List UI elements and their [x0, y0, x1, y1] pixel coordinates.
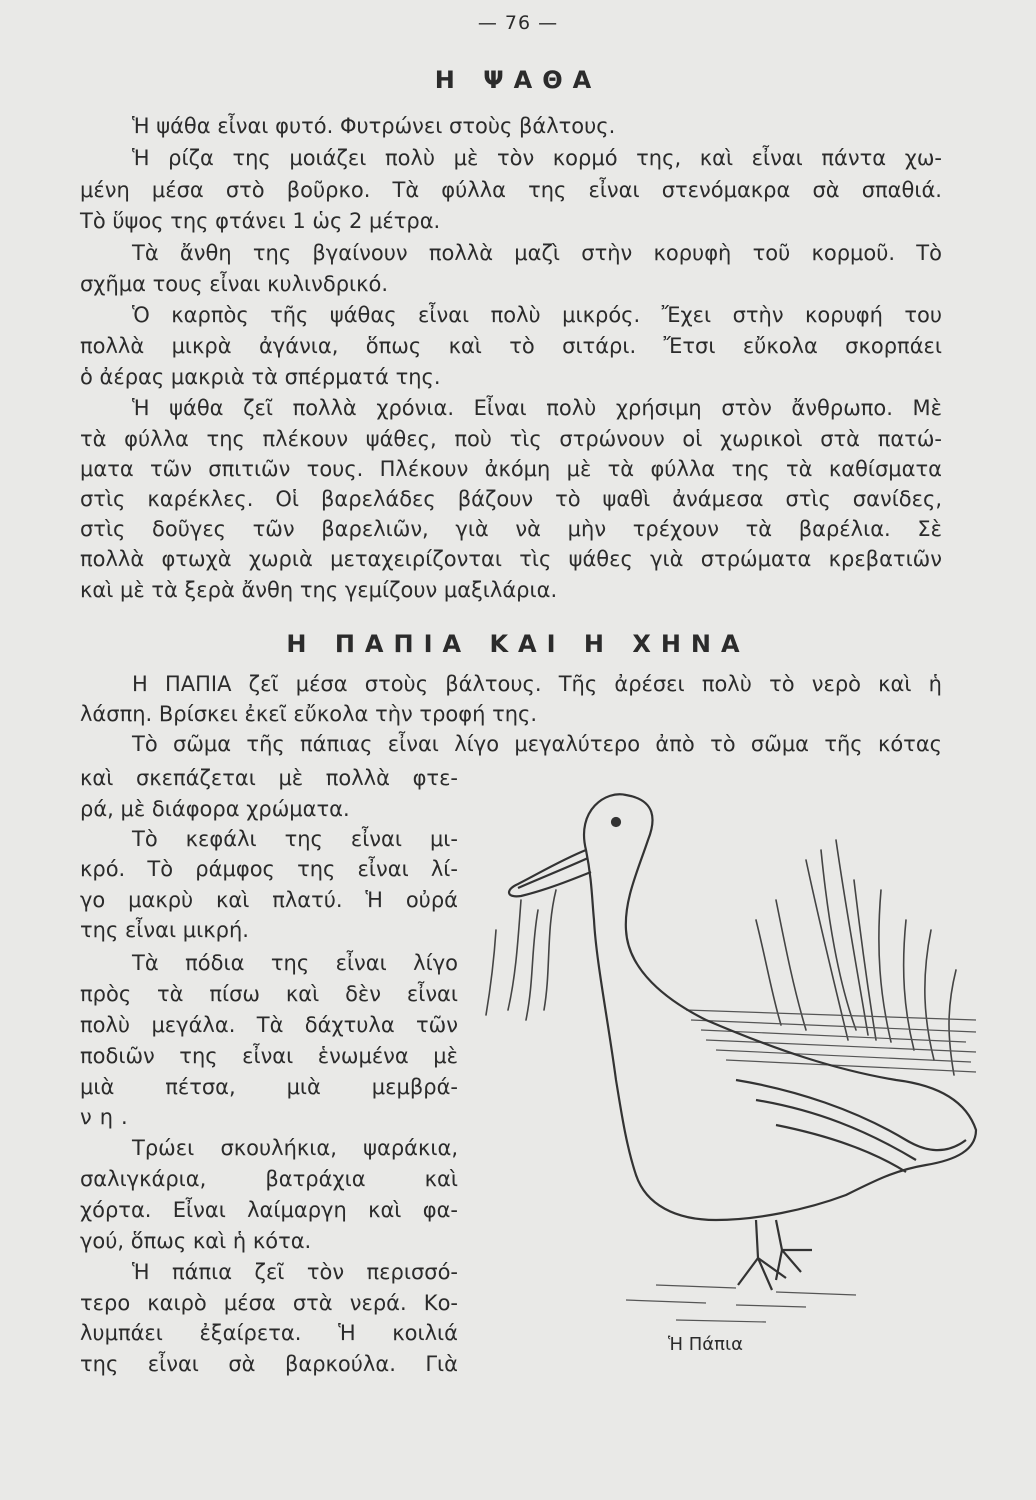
duck-illustration: [476, 780, 986, 1340]
reed-stroke: [486, 930, 496, 1015]
paragraph-line: πολλὰ μικρὰ ἀγάνια, ὅπως καὶ τὸ σιτάρι. Ἔτσι εὔκολα σκορπάει: [80, 334, 942, 358]
column-line: ρά, μὲ διάφορα χρώματα.: [80, 797, 350, 821]
paragraph-line: πολλὰ φτωχὰ χωριὰ μεταχειρίζονται τὶς ψάθες γιὰ στρώματα κρεβατιῶν: [80, 547, 942, 571]
paragraph-line: στὶς δοῦγες τῶν βαρελιῶν, γιὰ νὰ μὴν τρέχουν τὰ βαρέλια. Σὲ: [80, 517, 942, 541]
page-number: — 76 —: [477, 12, 559, 34]
paragraph-line: Ἡ ψάθα εἶναι φυτό. Φυτρώνει στοὺς βάλτους.: [132, 114, 616, 138]
paragraph-line: Τὸ ὕψος της φτάνει 1 ὡς 2 μέτρα.: [80, 209, 441, 233]
column-line: σαλιγκάρια, βατράχια καὶ: [80, 1167, 458, 1191]
column-line: ποδιῶν της εἶναι ἑνωμένα μὲ: [80, 1044, 458, 1068]
reed-stroke: [508, 900, 521, 1010]
paragraph-line: τὰ φύλλα της πλέκουν ψάθες, ποὺ τὶς στρώνουν οἱ χωρικοὶ στὰ πατώ-: [80, 427, 942, 451]
column-line: τερο καιρὸ μέσα στὰ νερά. Κο-: [80, 1291, 458, 1315]
paragraph-line: Ἡ ρίζα της μοιάζει πολὺ μὲ τὸν κορμό της, καὶ εἶναι πάντα χω-: [132, 146, 942, 170]
reed-stroke: [949, 970, 956, 1075]
column-line: Τὰ πόδια της εἶναι λίγο: [132, 951, 458, 975]
column-line: της εἶναι σὰ βαρκούλα. Γιὰ: [80, 1352, 458, 1376]
paragraph-line: Τὸ σῶμα τῆς πάπιας εἶναι λίγο μεγαλύτερο ἀπὸ τὸ σῶμα τῆς κότας: [132, 732, 942, 756]
column-line: Ἡ πάπια ζεῖ τὸν περισσό-: [132, 1260, 458, 1284]
paragraph-line: λάσπη. Βρίσκει ἐκεῖ εὔκολα τὴν τροφή της.: [80, 702, 538, 726]
section-title-psatha: Η ΨΑΘΑ: [434, 66, 602, 94]
column-line: λυμπάει ἐξαίρετα. Ἡ κοιλιά: [80, 1321, 458, 1345]
column-line: κρό. Τὸ ράμφος της εἶναι λί-: [80, 857, 458, 881]
reed-stroke: [806, 860, 848, 1040]
water-line: [626, 1285, 856, 1322]
reed-stroke: [544, 890, 556, 1010]
reed-stroke: [526, 910, 538, 1020]
paragraph-line: ματα τῶν σπιτιῶν τους. Πλέκουν ἀκόμη μὲ τὰ φύλλα της τὰ καθίσματα: [80, 457, 942, 481]
paragraph-line: σχῆμα τους εἶναι κυλινδρικό.: [80, 272, 389, 296]
column-line: χόρτα. Εἶναι λαίμαργη καὶ φα-: [80, 1198, 458, 1222]
reed-stroke: [836, 840, 868, 1035]
grass-band: [686, 1010, 976, 1072]
paragraph-line: Ἡ ψάθα ζεῖ πολλὰ χρόνια. Εἶναι πολὺ χρήσιμη στὸν ἄνθρωπο. Μὲ: [132, 396, 942, 420]
column-line: πρὸς τὰ πίσω καὶ δὲν εἶναι: [80, 982, 458, 1006]
paragraph-line: ὁ ἀέρας μακριὰ τὰ σπέρματά της.: [80, 365, 441, 389]
paragraph-line: Ὁ καρπὸς τῆς ψάθας εἶναι πολὺ μικρός. Ἔχει στὴν κορυφή του: [132, 303, 942, 327]
column-line: της εἶναι μικρή.: [80, 918, 249, 942]
column-line: Τρώει σκουλήκια, ψαράκια,: [132, 1136, 458, 1160]
paragraph-line: Η ΠΑΠΙΑ ζεῖ μέσα στοὺς βάλτους. Τῆς ἀρέσει πολὺ τὸ νερὸ καὶ ἡ: [132, 672, 942, 696]
section-title-papia: Η ΠΑΠΙΑ ΚΑΙ Η ΧΗΝΑ: [286, 630, 750, 658]
paragraph-line: καὶ μὲ τὰ ξερὰ ἄνθη της γεμίζουν μαξιλάρια.: [80, 578, 558, 602]
duck-legs: [738, 1220, 812, 1290]
reed-stroke: [879, 890, 891, 1042]
paragraph-line: στὶς καρέκλες. Οἱ βαρελάδες βάζουν τὸ ψαθὶ ἀνάμεσα στὶς σανίδες,: [80, 487, 942, 511]
paragraph-line: μένη μέσα στὸ βοῦρκο. Τὰ φύλλα της εἶναι στενόμακρα σὰ σπαθιά.: [80, 178, 942, 202]
column-line: καὶ σκεπάζεται μὲ πολλὰ φτε-: [80, 766, 458, 790]
column-line: μιὰ πέτσα, μιὰ μεμβρά-: [80, 1075, 458, 1099]
column-line: νη.: [80, 1105, 136, 1129]
reed-stroke: [756, 920, 781, 1025]
column-line: γού, ὅπως καὶ ἡ κότα.: [80, 1229, 312, 1253]
column-line: Τὸ κεφάλι της εἶναι μι-: [132, 827, 458, 851]
reed-stroke: [776, 900, 806, 1030]
column-line: γο μακρὺ καὶ πλατύ. Ἡ οὐρά: [80, 888, 458, 912]
column-line: πολὺ μεγάλα. Τὰ δάχτυλα τῶν: [80, 1013, 458, 1037]
reed-stroke: [904, 920, 914, 1050]
paragraph-line: Τὰ ἄνθη της βγαίνουν πολλὰ μαζὶ στὴν κορυφὴ τοῦ κορμοῦ. Τὸ: [132, 241, 942, 265]
illustration-caption: Ἡ Πάπια: [668, 1334, 743, 1355]
